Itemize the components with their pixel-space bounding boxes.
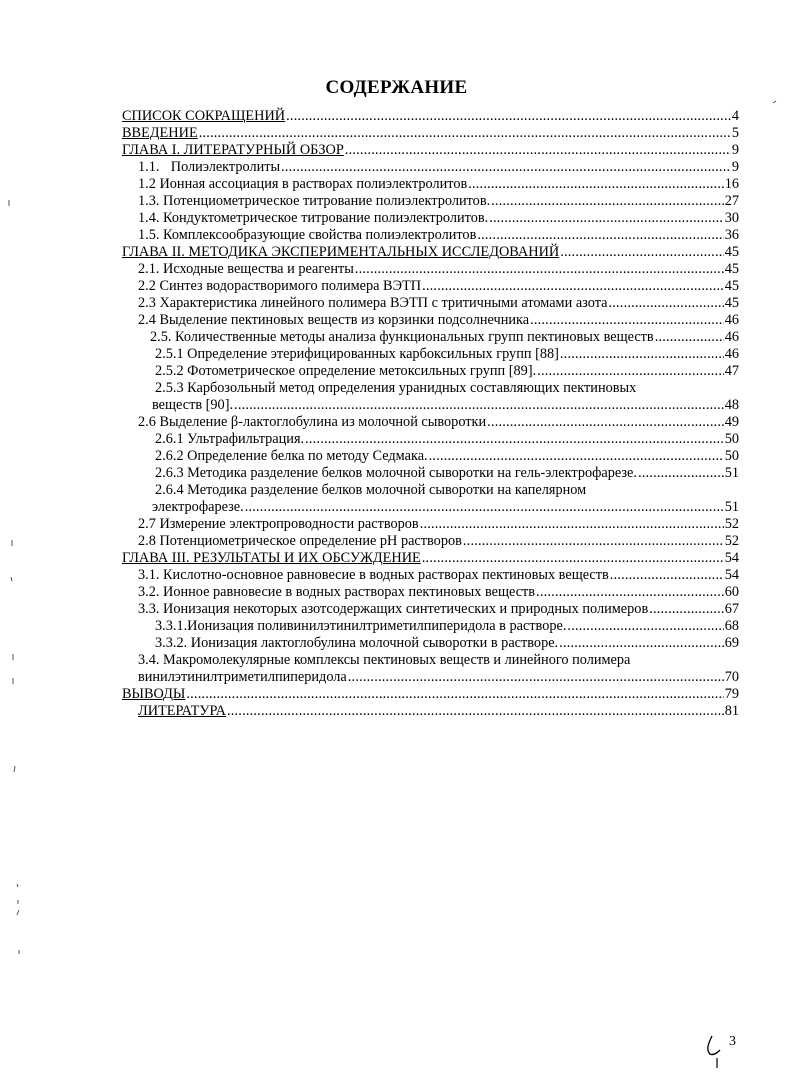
toc-entry-label: 2.1. Исходные вещества и реагенты — [138, 261, 354, 277]
toc-entry-page: 45 — [724, 278, 739, 294]
toc-entry-page: 27 — [724, 193, 739, 209]
toc-entry-label: Полиэлектролиты — [170, 159, 281, 175]
toc-entry-label: 2.5.2 Фотометрическое определение метоксильных групп [89]. — [155, 363, 537, 379]
toc-entry-page: 54 — [724, 567, 739, 583]
toc-entry-label: 2.6.1 Ультрафильтрация. — [155, 431, 305, 447]
toc-entry-page: 45 — [724, 295, 739, 311]
toc-entry-label: 2.3 Характеристика линейного полимера ВЭТП с тритичными атомами азота — [138, 295, 608, 311]
toc-entry-label: 1.4. Кондуктометрическое титрование полиэлектролитов. — [138, 210, 489, 226]
toc-entry-label: 1.2 Ионная ассоциация в растворах полиэлектролитов — [138, 176, 468, 192]
toc-entry-label: ГЛАВА I. ЛИТЕРАТУРНЫЙ ОБЗОР — [122, 142, 344, 158]
toc-entry-label: 3.3.1.Ионизация поливинилэтинилтриметилпиперидола в растворе. — [155, 618, 567, 634]
toc-entry-page: 81 — [724, 703, 739, 719]
toc-entry-label: СПИСОК СОКРАЩЕНИЙ — [122, 108, 286, 124]
toc-entry-page: 46 — [724, 312, 739, 328]
toc-entry-page: 48 — [724, 397, 739, 413]
toc-entry-label: 1.5. Комплексообразующие свойства полиэлектролитов — [138, 227, 477, 243]
toc-entry-page: 51 — [724, 465, 739, 481]
toc-entry-label: 2.7 Измерение электропроводности растворов — [138, 516, 419, 532]
toc-entry-page: 4 — [731, 108, 739, 124]
toc-entry-page: 79 — [724, 686, 739, 702]
toc-entry-page: 60 — [724, 584, 739, 600]
toc-entry-label-line2: электрофарезе. — [152, 499, 244, 515]
toc-entry-page: 70 — [724, 669, 739, 685]
toc-entry-label-line2: винилэтинилтриметилпиперидола — [138, 669, 347, 685]
toc-entry-label-line1: 2.6.4 Методика разделение белков молочной сыворотки на капелярном — [155, 482, 587, 498]
toc-entry-label: ЛИТЕРАТУРА — [138, 703, 226, 719]
toc-entry-label-line1: 3.4. Макромолекулярные комплексы пектиновых веществ и линейного полимера — [138, 652, 631, 668]
toc-entry-number: 1.1. — [138, 159, 160, 175]
toc-entry-label: 3.1. Кислотно-основное равновесие в водных растворах пектиновых веществ — [138, 567, 609, 583]
toc-entry-page: 52 — [724, 533, 739, 549]
toc-entry-page: 68 — [724, 618, 739, 634]
toc-entry-label: 3.3.2. Ионизация лактоглобулина молочной сыворотки в растворе. — [155, 635, 559, 651]
toc-entry-page: 47 — [724, 363, 739, 379]
toc-entry-label: ВЫВОДЫ — [122, 686, 186, 702]
toc-entry-page: 5 — [731, 125, 739, 141]
toc-entry-label-line2: веществ [90]. — [152, 397, 234, 413]
toc-entry-label: ГЛАВА III. РЕЗУЛЬТАТЫ И ИХ ОБСУЖДЕНИЕ — [122, 550, 421, 566]
toc-entry-page: 9 — [731, 159, 739, 175]
toc-entry-label-line1: 2.5.3 Карбозольный метод определения уранидных составляющих пектиновых — [155, 380, 637, 396]
toc-entry-label: 1.3. Потенциометрическое титрование полиэлектролитов. — [138, 193, 491, 209]
toc-entry-page: 52 — [724, 516, 739, 532]
toc-entry-label: 2.8 Потенциометрическое определение pH растворов — [138, 533, 462, 549]
page-title: СОДЕРЖАНИЕ — [325, 77, 468, 98]
toc-entry-page: 67 — [724, 601, 739, 617]
toc-entry-page: 9 — [731, 142, 739, 158]
toc-entry-page: 45 — [724, 261, 739, 277]
toc-entry-label: 2.5. Количественные методы анализа функциональных групп пектиновых веществ — [150, 329, 654, 345]
toc-entry-page: 30 — [724, 210, 739, 226]
toc-entry-label: 2.2 Синтез водорастворимого полимера ВЭТП — [138, 278, 422, 294]
toc-entry-page: 49 — [724, 414, 739, 430]
toc-entry-page: 46 — [724, 346, 739, 362]
toc-entry-page: 45 — [724, 244, 739, 260]
page-number: 3 — [729, 1034, 736, 1049]
toc-entry-page: 36 — [724, 227, 739, 243]
toc-entry-page: 50 — [724, 431, 739, 447]
toc-entry-label: 3.3. Ионизация некоторых азотсодержащих синтетических и природных полимеров — [138, 601, 649, 617]
toc-entry-page: 51 — [724, 499, 739, 515]
toc-entry-label: 2.6 Выделение β-лактоглобулина из молочной сыворотки — [138, 414, 487, 430]
toc-entry-label: ГЛАВА II. МЕТОДИКА ЭКСПЕРИМЕНТАЛЬНЫХ ИССЛЕДОВАНИЙ — [122, 244, 560, 260]
toc-entry-label: 2.5.1 Определение этерифицированных карбоксильных групп [88] — [155, 346, 559, 362]
toc-entry-page: 69 — [724, 635, 739, 651]
toc-entry-page: 54 — [724, 550, 739, 566]
toc-entry-page: 50 — [724, 448, 739, 464]
toc-entry-label: ВВЕДЕНИЕ — [122, 125, 198, 141]
toc-entry-label: 3.2. Ионное равновесие в водных растворах пектиновых веществ — [138, 584, 536, 600]
toc-entry-label: 2.4 Выделение пектиновых веществ из корзинки подсолнечника — [138, 312, 530, 328]
toc-entry-label: 2.6.2 Определение белка по методу Седмака. — [155, 448, 428, 464]
toc-entry-page: 46 — [724, 329, 739, 345]
toc-entry-page: 16 — [724, 176, 739, 192]
toc-entry-label: 2.6.3 Методика разделение белков молочной сыворотки на гель-электрофарезе. — [155, 465, 637, 481]
